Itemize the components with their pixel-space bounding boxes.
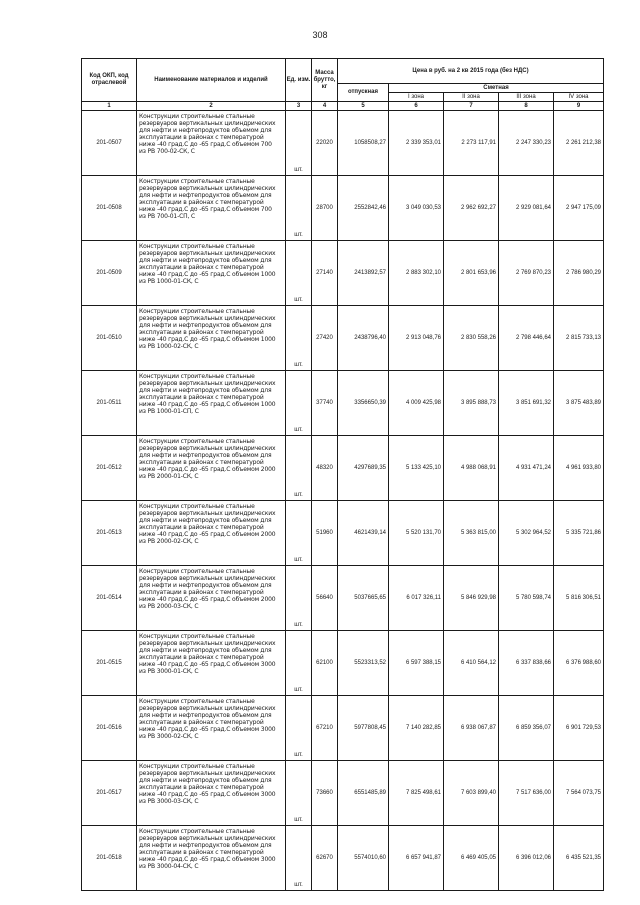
- row-description: Конструкции строительные стальные резервуаров вертикальных цилиндрических для нефти и нефтепродуктов объемом для эксплуатации в районах с температурой ниже -40 град.С до -65 град.С объемом 1000 из РВ 1000-02-СК, С: [137, 306, 286, 371]
- row-price-zone-4: 7 564 073,75: [554, 761, 604, 826]
- row-description: Конструкции строительные стальные резервуаров вертикальных цилиндрических для нефти и нефтепродуктов объемом для эксплуатации в районах с температурой ниже -40 град.С до -65 град.С объемом 2000 из РВ 2000-02-СК, С: [137, 501, 286, 566]
- row-code: 201-0509: [82, 241, 137, 306]
- row-price-otpusk: 5037665,65: [338, 566, 389, 631]
- row-code: 201-0512: [82, 436, 137, 501]
- row-price-zone-3: 5 302 964,52: [499, 501, 554, 566]
- price-table: [81, 58, 604, 891]
- row-unit: шт.: [286, 241, 312, 306]
- table-row: [82, 111, 604, 176]
- row-price-zone-2: 2 830 558,26: [444, 306, 499, 371]
- row-code: 201-0511: [82, 371, 137, 436]
- table-row: [82, 306, 604, 371]
- row-price-zone-1: 4 009 425,98: [389, 371, 444, 436]
- header-price-group: Цена в руб. на 2 кв 2015 года (без НДС): [338, 59, 604, 84]
- row-price-zone-4: 5 816 306,51: [554, 566, 604, 631]
- row-code: 201-0517: [82, 761, 137, 826]
- row-price-otpusk: 3356650,39: [338, 371, 389, 436]
- row-price-otpusk: 2438796,40: [338, 306, 389, 371]
- row-price-zone-2: 6 938 067,87: [444, 696, 499, 761]
- row-unit: шт.: [286, 306, 312, 371]
- row-code: 201-0516: [82, 696, 137, 761]
- table-row: [82, 176, 604, 241]
- row-description: Конструкции строительные стальные резервуаров вертикальных цилиндрических для нефти и нефтепродуктов объемом для эксплуатации в районах с температурой ниже -40 град.С до -65 град.С объемом 2000 из РВ 2000-01-СК, С: [137, 436, 286, 501]
- col-number: 5: [338, 102, 389, 111]
- row-price-zone-3: 6 396 012,06: [499, 826, 554, 891]
- table-row: [82, 826, 604, 891]
- row-description: Конструкции строительные стальные резервуаров вертикальных цилиндрических для нефти и нефтепродуктов объемом для эксплуатации в районах с температурой ниже -40 град.С до -65 град.С объемом 3000 из РВ 3000-01-СК, С: [137, 631, 286, 696]
- row-price-zone-1: 2 883 302,10: [389, 241, 444, 306]
- row-code: 201-0507: [82, 111, 137, 176]
- row-unit: шт.: [286, 111, 312, 176]
- row-description: Конструкции строительные стальные резервуаров вертикальных цилиндрических для нефти и нефтепродуктов объемом для эксплуатации в районах с температурой ниже -40 град.С до -65 град.С объемом 700 из РВ 700-01-СП, С: [137, 176, 286, 241]
- row-price-zone-3: 3 851 691,32: [499, 371, 554, 436]
- row-price-zone-1: 6 657 941,87: [389, 826, 444, 891]
- col-number: 4: [312, 102, 338, 111]
- row-mass: 51960: [312, 501, 338, 566]
- col-number: 8: [499, 102, 554, 111]
- row-unit: шт.: [286, 371, 312, 436]
- col-number: 1: [82, 102, 137, 111]
- page-number: 308: [312, 30, 328, 40]
- row-price-zone-1: 2 339 353,01: [389, 111, 444, 176]
- row-mass: 56640: [312, 566, 338, 631]
- row-price-zone-3: 6 337 838,66: [499, 631, 554, 696]
- row-price-zone-1: 6 597 388,15: [389, 631, 444, 696]
- row-price-otpusk: 1058508,27: [338, 111, 389, 176]
- table-row: [82, 501, 604, 566]
- table-row: [82, 371, 604, 436]
- row-mass: 62670: [312, 826, 338, 891]
- row-price-zone-2: 2 273 117,91: [444, 111, 499, 176]
- row-price-zone-1: 6 017 326,11: [389, 566, 444, 631]
- col-number: 3: [286, 102, 312, 111]
- header-mass: Масса брутто, кг: [312, 59, 338, 102]
- header-otpusk: отпускная: [338, 84, 389, 102]
- row-unit: шт.: [286, 566, 312, 631]
- table-row: [82, 631, 604, 696]
- row-price-zone-3: 2 798 446,64: [499, 306, 554, 371]
- header-name: Наименование материалов и изделий: [137, 59, 286, 102]
- header-zone-3: III зона: [499, 93, 554, 102]
- header-smetnaya: Сметная: [389, 84, 604, 93]
- header-zone-4: IV зона: [554, 93, 604, 102]
- row-price-zone-1: 7 140 282,85: [389, 696, 444, 761]
- row-price-zone-1: 2 913 048,76: [389, 306, 444, 371]
- row-unit: шт.: [286, 176, 312, 241]
- row-price-otpusk: 6551485,89: [338, 761, 389, 826]
- row-price-zone-2: 5 846 929,98: [444, 566, 499, 631]
- row-code: 201-0508: [82, 176, 137, 241]
- col-number: 2: [137, 102, 286, 111]
- row-price-zone-4: 2 786 980,29: [554, 241, 604, 306]
- row-price-zone-4: 6 901 729,53: [554, 696, 604, 761]
- row-description: Конструкции строительные стальные резервуаров вертикальных цилиндрических для нефти и нефтепродуктов объемом для эксплуатации в районах с температурой ниже -40 град.С до -65 град.С объемом 1000 из РВ 1000-01-СК, С: [137, 241, 286, 306]
- row-unit: шт.: [286, 826, 312, 891]
- row-price-zone-4: 4 961 933,80: [554, 436, 604, 501]
- row-price-zone-1: 3 049 030,53: [389, 176, 444, 241]
- col-number: 6: [389, 102, 444, 111]
- row-price-otpusk: 2413892,57: [338, 241, 389, 306]
- row-unit: шт.: [286, 696, 312, 761]
- row-mass: 22020: [312, 111, 338, 176]
- row-code: 201-0513: [82, 501, 137, 566]
- header-zone-2: II зона: [444, 93, 499, 102]
- row-unit: шт.: [286, 631, 312, 696]
- row-mass: 27140: [312, 241, 338, 306]
- row-price-zone-3: 7 517 636,00: [499, 761, 554, 826]
- table-row: [82, 241, 604, 306]
- table-row: [82, 761, 604, 826]
- row-price-zone-4: 6 435 521,35: [554, 826, 604, 891]
- row-unit: шт.: [286, 761, 312, 826]
- row-price-zone-4: 2 815 733,13: [554, 306, 604, 371]
- table-row: [82, 566, 604, 631]
- row-mass: 27420: [312, 306, 338, 371]
- row-price-zone-3: 4 931 471,24: [499, 436, 554, 501]
- row-price-otpusk: 5977808,45: [338, 696, 389, 761]
- row-price-zone-2: 7 603 899,40: [444, 761, 499, 826]
- row-price-zone-4: 2 947 175,09: [554, 176, 604, 241]
- row-mass: 28700: [312, 176, 338, 241]
- row-mass: 73660: [312, 761, 338, 826]
- row-price-otpusk: 5574010,60: [338, 826, 389, 891]
- row-mass: 62100: [312, 631, 338, 696]
- row-price-zone-2: 2 962 692,27: [444, 176, 499, 241]
- row-mass: 37740: [312, 371, 338, 436]
- row-price-otpusk: 2552842,46: [338, 176, 389, 241]
- header-zone-1: I зона: [389, 93, 444, 102]
- row-price-zone-4: 5 335 721,86: [554, 501, 604, 566]
- row-price-zone-2: 2 801 653,96: [444, 241, 499, 306]
- table-body: [82, 111, 604, 891]
- row-mass: 67210: [312, 696, 338, 761]
- header-unit: Ед. изм.: [286, 59, 312, 102]
- row-price-zone-2: 6 410 564,12: [444, 631, 499, 696]
- row-description: Конструкции строительные стальные резервуаров вертикальных цилиндрических для нефти и нефтепродуктов объемом для эксплуатации в районах с температурой ниже -40 град.С до -65 град.С объемом 3000 из РВ 3000-03-СК, С: [137, 761, 286, 826]
- header-code: Код ОКП, код отраслевой: [82, 59, 137, 102]
- row-description: Конструкции строительные стальные резервуаров вертикальных цилиндрических для нефти и нефтепродуктов объемом для эксплуатации в районах с температурой ниже -40 град.С до -65 град.С объемом 1000 из РВ 1000-01-СП, С: [137, 371, 286, 436]
- row-price-zone-3: 2 247 330,23: [499, 111, 554, 176]
- row-description: Конструкции строительные стальные резервуаров вертикальных цилиндрических для нефти и нефтепродуктов объемом для эксплуатации в районах с температурой ниже -40 град.С до -65 град.С объемом 3000 из РВ 3000-02-СК, С: [137, 696, 286, 761]
- row-price-zone-3: 2 769 870,23: [499, 241, 554, 306]
- row-price-zone-1: 5 133 425,10: [389, 436, 444, 501]
- row-price-otpusk: 5523313,52: [338, 631, 389, 696]
- row-price-zone-1: 5 520 131,70: [389, 501, 444, 566]
- row-unit: шт.: [286, 501, 312, 566]
- row-price-zone-2: 4 988 068,91: [444, 436, 499, 501]
- row-price-zone-4: 2 261 212,38: [554, 111, 604, 176]
- col-number: 7: [444, 102, 499, 111]
- row-price-zone-3: 5 780 598,74: [499, 566, 554, 631]
- table-row: [82, 436, 604, 501]
- row-price-zone-2: 5 363 815,00: [444, 501, 499, 566]
- row-description: Конструкции строительные стальные резервуаров вертикальных цилиндрических для нефти и нефтепродуктов объемом для эксплуатации в районах с температурой ниже -40 град.С до -65 град.С объемом 700 из РВ 700-02-СК, С: [137, 111, 286, 176]
- row-price-zone-1: 7 825 498,61: [389, 761, 444, 826]
- row-price-otpusk: 4621439,14: [338, 501, 389, 566]
- row-price-zone-3: 6 859 356,07: [499, 696, 554, 761]
- row-price-otpusk: 4297689,35: [338, 436, 389, 501]
- row-price-zone-2: 6 469 405,05: [444, 826, 499, 891]
- row-price-zone-4: 6 376 988,60: [554, 631, 604, 696]
- row-code: 201-0510: [82, 306, 137, 371]
- row-description: Конструкции строительные стальные резервуаров вертикальных цилиндрических для нефти и нефтепродуктов объемом для эксплуатации в районах с температурой ниже -40 град.С до -65 град.С объемом 2000 из РВ 2000-03-СК, С: [137, 566, 286, 631]
- row-price-zone-2: 3 895 888,73: [444, 371, 499, 436]
- row-description: Конструкции строительные стальные резервуаров вертикальных цилиндрических для нефти и нефтепродуктов объемом для эксплуатации в районах с температурой ниже -40 град.С до -65 град.С объемом 3000 из РВ 3000-04-СК, С: [137, 826, 286, 891]
- row-mass: 48320: [312, 436, 338, 501]
- col-number: 9: [554, 102, 604, 111]
- row-unit: шт.: [286, 436, 312, 501]
- row-code: 201-0514: [82, 566, 137, 631]
- row-code: 201-0518: [82, 826, 137, 891]
- row-code: 201-0515: [82, 631, 137, 696]
- row-price-zone-3: 2 929 081,64: [499, 176, 554, 241]
- table-row: [82, 696, 604, 761]
- row-price-zone-4: 3 875 483,89: [554, 371, 604, 436]
